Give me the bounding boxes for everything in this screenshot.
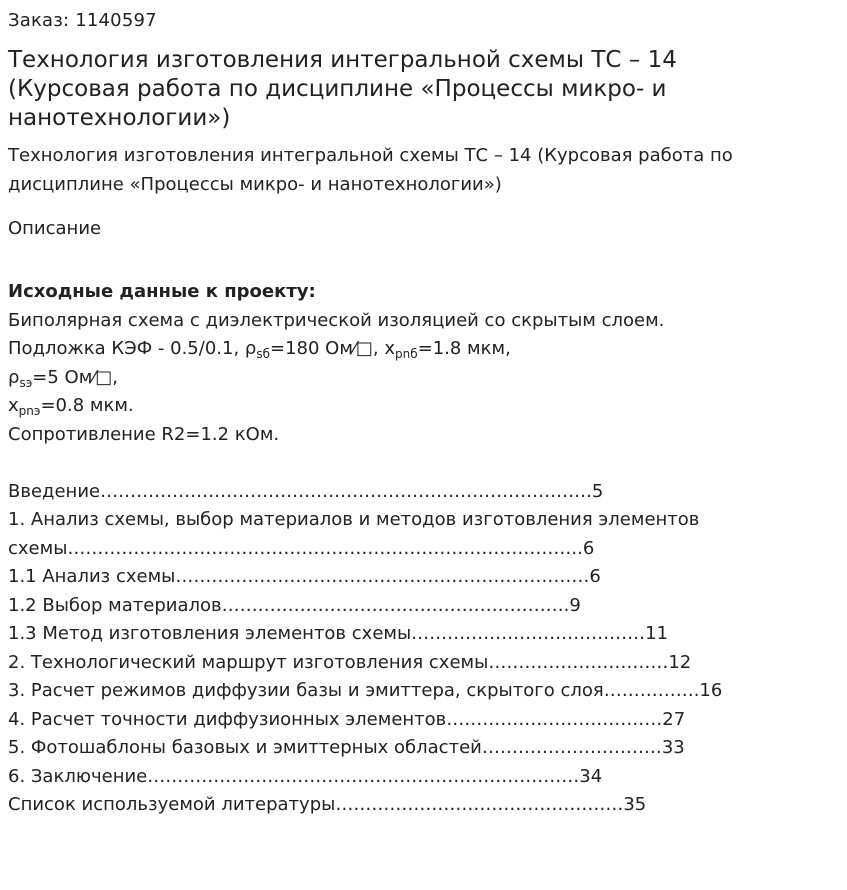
source-line-2: [8, 335, 839, 364]
table-of-contents: [8, 478, 839, 820]
toc-entry: Список используемой литературы…………………………………………35: [8, 794, 647, 815]
source-line-2-sub-1: sб: [256, 347, 270, 361]
toc-entry: 6. Заключение………………………………………………………………34: [8, 765, 603, 787]
toc-entry: Введение……………………………………………………………………….5: [8, 480, 604, 502]
source-line-3-part-a: ρ: [8, 366, 20, 388]
document-page: [0, 8, 847, 820]
source-line-2-part-b: =180 Ом⁄□, x: [269, 338, 395, 359]
source-line-4: [8, 392, 839, 421]
source-line-3-sub: sэ: [19, 375, 33, 390]
source-line-3-part-b: =5 Ом⁄□,: [32, 366, 119, 388]
source-line-5: Сопротивление R2=1.2 кОм.: [8, 423, 280, 445]
toc-entry: 3. Расчет режимов диффузии базы и эмиттера, скрытого слоя…………….16: [8, 680, 723, 701]
toc-entry: 5. Фотошаблоны базовых и эмиттерных областей…………………………33: [8, 737, 685, 758]
toc-entry: 1.2 Выбор материалов………………………………………………….9: [8, 594, 581, 616]
source-line-3: [8, 364, 839, 393]
source-line-2-part-a: Подложка КЭФ - 0.5/0.1, ρ: [8, 338, 257, 359]
source-data-block: [8, 278, 839, 449]
source-line-2-sub-2: pnб: [395, 347, 418, 361]
toc-entry: 1.1 Анализ схемы……………………………………………………………6: [8, 566, 601, 587]
toc-entry: 1. Анализ схемы, выбор материалов и методов изготовления элементов: [8, 509, 700, 530]
toc-entry: схемы…………………………………………………………………………..6: [8, 537, 595, 559]
source-line-1: Биполярная схема с диэлектрической изоляцией со скрытым слоем.: [8, 309, 665, 331]
source-line-2-part-c: =1.8 мкм,: [417, 338, 511, 359]
document-title: Технология изготовления интегральной схемы ТС – 14 (Курсовая работа по дисциплине «Процессы микро- и нанотехнологии»): [8, 47, 677, 131]
source-line-4-sub: pnэ: [18, 404, 41, 418]
description-heading: Описание: [8, 218, 102, 239]
toc-entry: 1.3 Метод изготовления элементов схемы…………………………………11: [8, 623, 669, 644]
order-number: Заказ: 1140597: [8, 10, 157, 31]
toc-entry: 2. Технологический маршрут изготовления схемы…………………………12: [8, 651, 692, 673]
source-data-heading: Исходные данные к проекту:: [8, 281, 316, 302]
toc-entry: 4. Расчет точности диффузионных элементов………………………………27: [8, 708, 686, 730]
source-line-4-part-a: x: [8, 395, 19, 416]
source-line-4-part-b: =0.8 мкм.: [40, 395, 134, 416]
document-subtitle: Технология изготовления интегральной схемы ТС – 14 (Курсовая работа по дисциплине «Процессы микро- и нанотехнологии»): [8, 145, 733, 195]
